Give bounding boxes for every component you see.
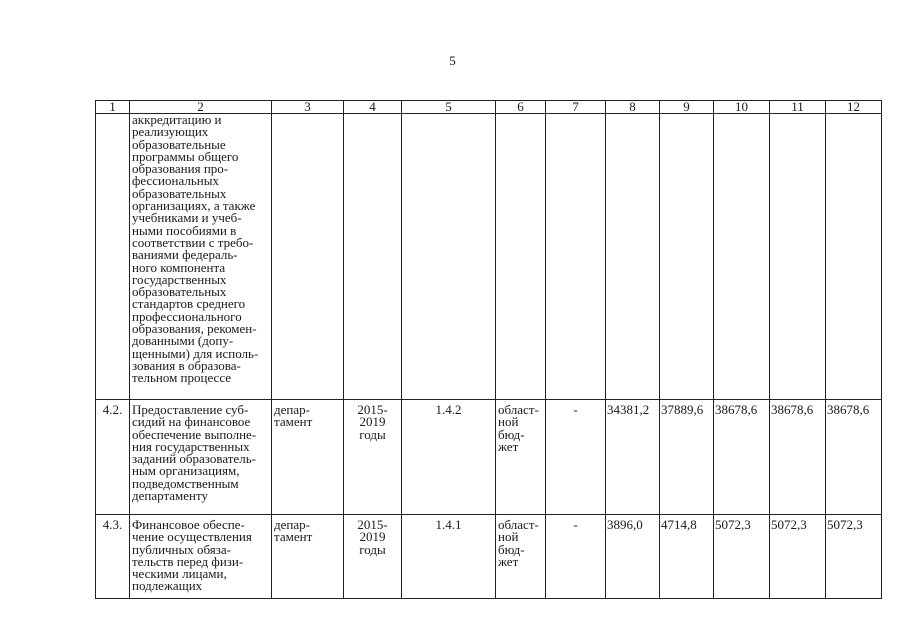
text-line: 2015- (357, 402, 388, 417)
column-number: 2 (130, 101, 272, 114)
text-line: дованными (допу- (132, 333, 234, 349)
amount-col-11: 5072,3 (770, 515, 826, 599)
text-line: област- (498, 402, 539, 417)
column-7-value: - (546, 400, 606, 515)
column-number: 10 (714, 101, 770, 114)
amount-col-9 (660, 114, 714, 400)
table-row (96, 400, 882, 515)
column-number: 11 (770, 101, 826, 114)
page-number: 5 (449, 53, 456, 68)
text-line: ваниями федераль- (132, 247, 238, 263)
column-number: 12 (826, 101, 882, 114)
amount-col-9: 37889,6 (660, 400, 714, 515)
text-line: профессионального (132, 308, 242, 324)
column-number: 7 (546, 101, 606, 114)
text-line: депар- (274, 402, 310, 417)
activity-name (130, 400, 272, 515)
text-line: образовательные (132, 136, 226, 152)
column-number: 9 (660, 101, 714, 114)
text-line: ным организациям, (132, 463, 240, 479)
table-row (96, 114, 882, 400)
text-line: годы (359, 426, 386, 442)
activity-name (130, 114, 272, 400)
text-line: соответствии с требо- (132, 234, 254, 250)
amount-col-10: 5072,3 (714, 515, 770, 599)
text-line: департаменту (132, 488, 209, 504)
text-line: зования в образова- (132, 357, 241, 373)
text-line: сидий на финансовое (132, 414, 251, 430)
text-line: подлежащих (132, 578, 203, 594)
text-line: чение осуществления (132, 529, 252, 545)
amount-col-12: 38678,6 (826, 400, 882, 515)
text-line: учебниками и учеб- (132, 210, 242, 226)
amount-col-10: 38678,6 (714, 400, 770, 515)
text-line: организациях, а также (132, 198, 256, 214)
indicator-code (402, 114, 496, 400)
text-line: щенными) для исполь- (132, 345, 259, 361)
period (344, 114, 402, 400)
text-line: тельном процессе (132, 370, 232, 386)
row-number: 4.3. (96, 515, 130, 599)
text-line: годы (359, 541, 386, 557)
program-table (95, 100, 882, 599)
text-line: област- (498, 517, 539, 532)
amount-col-8 (606, 114, 660, 400)
column-number: 1 (96, 101, 130, 114)
period (344, 515, 402, 599)
funding-source (496, 515, 546, 599)
executor (272, 515, 344, 599)
amount-col-12 (826, 114, 882, 400)
text-line: образовательных (132, 284, 227, 300)
text-line: обеспечение выполне- (132, 426, 257, 442)
column-7-value: - (546, 515, 606, 599)
text-line: ными пособиями в (132, 222, 237, 238)
text-line: образования, рекомен- (132, 321, 257, 337)
text-line: ной (498, 529, 519, 545)
text-line: 2015- (357, 517, 388, 532)
amount-col-11: 38678,6 (770, 400, 826, 515)
text-line: бюд- (498, 541, 525, 557)
text-line: аккредитацию и (132, 113, 222, 127)
column-number: 3 (272, 101, 344, 114)
text-line: образования про- (132, 161, 229, 177)
text-line: жет (498, 438, 519, 454)
indicator-code: 1.4.1 (402, 515, 496, 599)
text-line: жет (498, 553, 519, 569)
row-number: 4.2. (96, 400, 130, 515)
text-line: тамент (274, 414, 313, 430)
amount-col-8: 3896,0 (606, 515, 660, 599)
text-line: ческими лицами, (132, 566, 227, 582)
text-line: реализующих (132, 124, 209, 140)
text-line: 2019 (359, 529, 386, 545)
text-line: ния государственных (132, 438, 250, 454)
text-line: бюд- (498, 426, 525, 442)
amount-col-8: 34381,2 (606, 400, 660, 515)
text-line: программы общего (132, 148, 239, 164)
period (344, 400, 402, 515)
column-number: 5 (402, 101, 496, 114)
amount-col-10 (714, 114, 770, 400)
text-line: депар- (274, 517, 310, 532)
text-line: подведомственным (132, 475, 239, 491)
column-number: 4 (344, 101, 402, 114)
text-line: 2019 (359, 414, 386, 430)
column-7-value (546, 114, 606, 400)
executor (272, 114, 344, 400)
text-line: стандартов среднего (132, 296, 246, 312)
text-line: Финансовое обеспе- (132, 517, 245, 532)
executor (272, 400, 344, 515)
activity-name (130, 515, 272, 599)
column-number: 8 (606, 101, 660, 114)
text-line: государственных (132, 271, 227, 287)
funding-source (496, 400, 546, 515)
amount-col-11 (770, 114, 826, 400)
text-line: публичных обяза- (132, 541, 232, 557)
text-line: ного компонента (132, 259, 226, 275)
amount-col-9: 4714,8 (660, 515, 714, 599)
text-line: тамент (274, 529, 313, 545)
table-row (96, 515, 882, 599)
text-line: образовательных (132, 185, 227, 201)
row-number (96, 114, 130, 400)
text-line: тельств перед физи- (132, 553, 244, 569)
column-number: 6 (496, 101, 546, 114)
text-line: фессиональных (132, 173, 219, 189)
text-line: ной (498, 414, 519, 430)
amount-col-12: 5072,3 (826, 515, 882, 599)
funding-source (496, 114, 546, 400)
text-line: Предоставление суб- (132, 402, 249, 417)
indicator-code: 1.4.2 (402, 400, 496, 515)
table-header-row (96, 101, 882, 114)
text-line: заданий образователь- (132, 451, 256, 467)
